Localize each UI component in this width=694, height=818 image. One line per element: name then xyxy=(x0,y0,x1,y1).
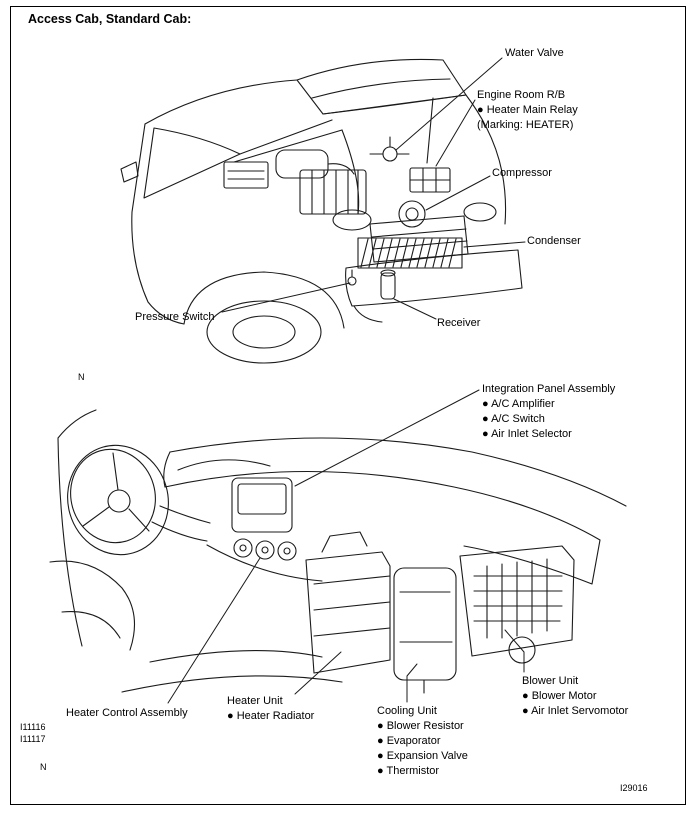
callout-blower-unit xyxy=(522,674,628,719)
leader-lines-dashboard xyxy=(168,390,524,703)
ref-code-1: I11116 xyxy=(20,722,46,732)
steering-wheel xyxy=(55,433,181,566)
ref-code-2: I11117 xyxy=(20,734,46,744)
callout-text: Pressure Switch xyxy=(135,311,215,323)
receiver-part xyxy=(381,270,395,299)
hood-prop-rod xyxy=(427,98,433,163)
callout-text: Heater Control Assembly xyxy=(66,707,188,719)
water-valve-part xyxy=(370,137,409,161)
figure-code: I29016 xyxy=(620,783,648,793)
heater-control-knobs xyxy=(234,539,296,560)
leader-cooling-unit xyxy=(407,664,417,702)
callout-bullet: ● Heater Main Relay xyxy=(477,104,578,116)
leader-heater-unit xyxy=(295,652,341,694)
callout-condenser xyxy=(527,234,581,249)
leader-blower-unit xyxy=(505,630,524,672)
headlamp-right xyxy=(464,203,496,221)
callout-heater-control xyxy=(66,706,188,721)
blower-unit-part xyxy=(460,546,574,663)
leader-heater-control xyxy=(168,558,260,703)
callout-water-valve xyxy=(505,46,564,61)
dashboard-art xyxy=(50,410,626,693)
callout-bullet: ● Blower Resistor xyxy=(377,720,464,732)
callout-text: Integration Panel Assembly xyxy=(482,383,616,395)
callout-bullet: (Marking: HEATER) xyxy=(477,119,574,131)
front-wheel xyxy=(207,301,321,363)
callout-receiver xyxy=(437,316,480,331)
callout-bullet: ● Evaporator xyxy=(377,735,441,747)
callout-text: Cooling Unit xyxy=(377,705,437,717)
callout-text: Heater Unit xyxy=(227,695,283,707)
callout-text: Condenser xyxy=(527,235,581,247)
callout-engine-room-rb xyxy=(477,88,578,133)
callout-compressor xyxy=(492,166,552,181)
callout-text: Receiver xyxy=(437,317,481,329)
callout-bullet: ● A/C Switch xyxy=(482,413,545,425)
leader-receiver xyxy=(394,299,436,319)
integration-panel-part xyxy=(232,478,292,532)
orientation-marker-bottom: N xyxy=(40,762,47,772)
callout-bullet: ● Air Inlet Servomotor xyxy=(522,705,629,717)
callout-heater-unit xyxy=(227,694,314,724)
callout-bullet: ● Heater Radiator xyxy=(227,710,315,722)
callout-text: Water Valve xyxy=(505,47,564,59)
callout-bullet: ● Expansion Valve xyxy=(377,750,468,762)
door-armrest xyxy=(50,561,135,650)
cooling-unit-part xyxy=(394,568,456,693)
callout-bullet: ● Blower Motor xyxy=(522,690,597,702)
orientation-marker-top: N xyxy=(78,372,85,382)
air-cleaner xyxy=(276,150,328,178)
heater-unit-part xyxy=(306,532,390,673)
leader-condenser xyxy=(464,242,525,247)
callout-bullet: ● Thermistor xyxy=(377,765,440,777)
battery xyxy=(224,162,268,188)
callout-pressure-switch xyxy=(135,310,214,325)
callout-bullet: ● Air Inlet Selector xyxy=(482,428,572,440)
side-mirror xyxy=(121,162,138,182)
bumper xyxy=(346,250,522,306)
callout-text: Compressor xyxy=(492,167,552,179)
callout-cooling-unit xyxy=(377,704,468,779)
page-title: Access Cab, Standard Cab: xyxy=(28,12,192,26)
callout-bullet: ● A/C Amplifier xyxy=(482,398,555,410)
compressor-part xyxy=(399,201,425,227)
engine-room-rb-part xyxy=(410,168,450,192)
callout-integration-panel xyxy=(482,382,615,442)
callout-text: Engine Room R/B xyxy=(477,89,566,101)
callout-text: Blower Unit xyxy=(522,675,579,687)
